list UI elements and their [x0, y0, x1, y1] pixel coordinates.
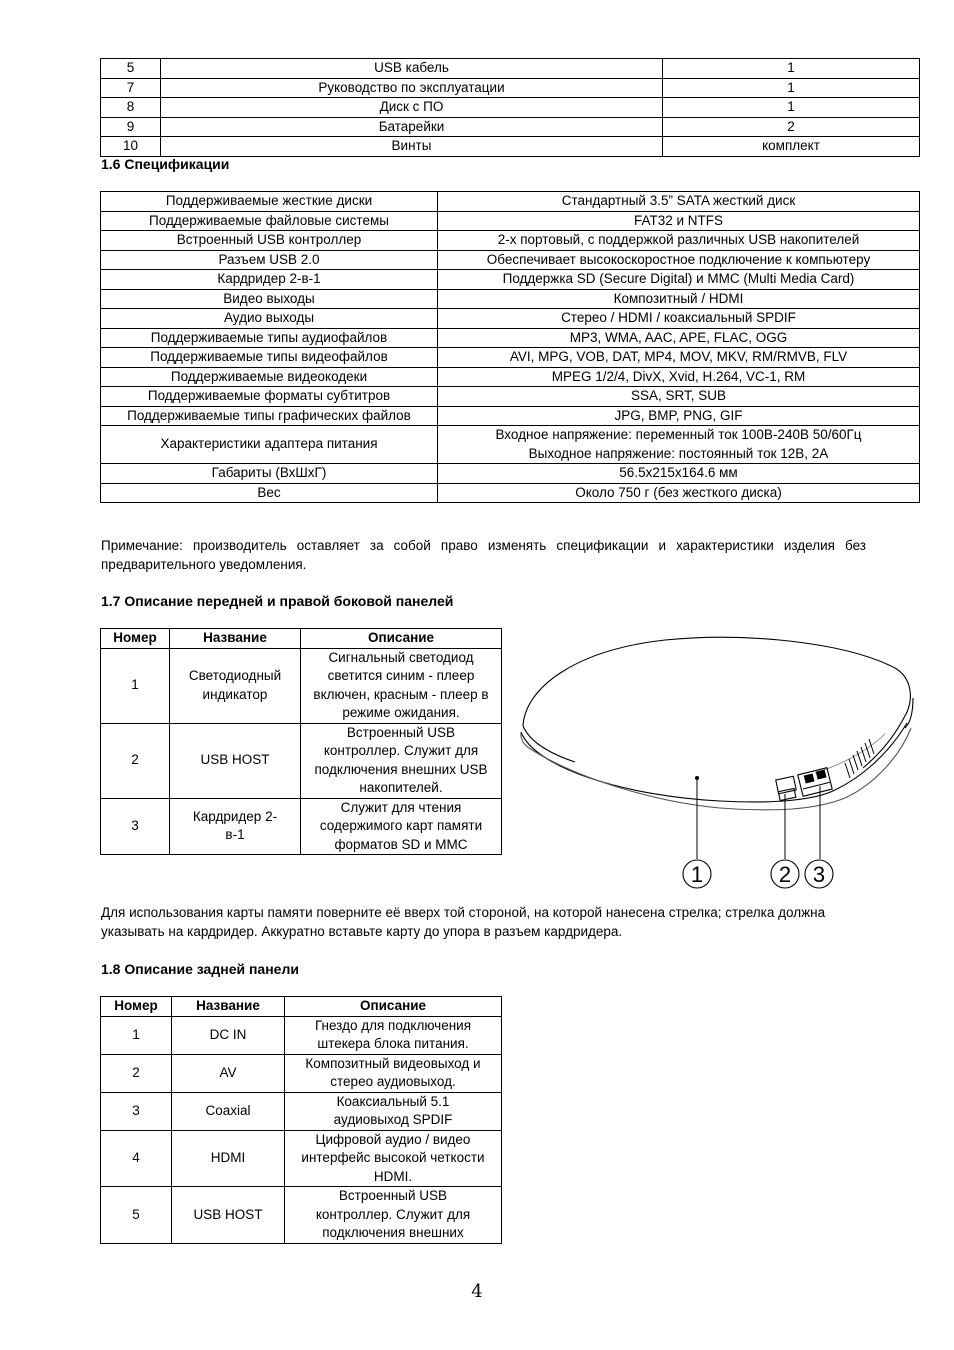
ports — [776, 768, 832, 801]
front-panel-table — [100, 628, 502, 855]
table-row: Вес Около 750 г (без жесткого диска) — [101, 483, 920, 503]
card-instructions: Для использования карты памяти поверните её вверх той стороной, на которой нанесена стрелка; стрелка должна указывать на кардридер. Аккуратно вставьте карту до упора в разъем кардридера. — [101, 905, 826, 939]
rear-panel-heading: 1.8 Описание задней панели — [101, 961, 299, 977]
svg-text:3: 3 — [812, 862, 826, 887]
table-row: Кардридер 2-в-1 Поддержка SD (Secure Digital) и MMC (Multi Media Card) — [101, 270, 920, 290]
spec-note: Примечание: производитель оставляет за собой право изменять спецификации и характеристики изделия без предварительного уведомления. — [101, 538, 866, 572]
svg-text:1: 1 — [690, 862, 704, 887]
player-body — [521, 637, 913, 810]
table-row: 4 HDMI Цифровой аудио / видео интерфейс высокой четкости HDMI. — [101, 1130, 502, 1187]
table-header-row: Номер Название Описание — [101, 997, 502, 1017]
table-row: 2 USB HOST Встроенный USB контроллер. Служит для подключения внешних USB накопителей. — [101, 723, 502, 798]
table-header-row: Номер Название Описание — [101, 629, 502, 649]
table-row: Поддерживаемые файловые системы FAT32 и NTFS — [101, 211, 920, 231]
page-number: 4 — [471, 1281, 483, 1302]
led-indicator — [695, 776, 699, 780]
table-row: Видео выходы Композитный / HDMI — [101, 289, 920, 309]
callout-1 — [683, 860, 711, 888]
table-row: 3 Coaxial Коаксиальный 5.1 аудиовыход SPDIF — [101, 1092, 502, 1130]
table-row: 1 Светодиодный индикатор Сигнальный светодиод светится синим - плеер включен, красным - плеер в режиме ожидания. — [101, 648, 502, 723]
table-row: 10 Винты комплект — [101, 137, 920, 157]
table-row: Поддерживаемые видеокодеки MPEG 1/2/4, DivX, Xvid, H.264, VC-1, RM — [101, 367, 920, 387]
table-row: Аудио выходы Стерео / HDMI / коаксиальный SPDIF — [101, 309, 920, 329]
table-row: Встроенный USB контроллер 2-х портовый, с поддержкой различных USB накопителей — [101, 231, 920, 251]
table-row: 7 Руководство по эксплуатации 1 — [101, 78, 920, 98]
table-row: Поддерживаемые типы видеофайлов AVI, MPG, VOB, DAT, MP4, MOV, MKV, RM/RMVB, FLV — [101, 348, 920, 368]
rear-panel-table — [100, 996, 502, 1244]
svg-text:2: 2 — [778, 862, 792, 887]
callout-3 — [805, 860, 833, 888]
table-row: 2 AV Композитный видеовыход и стерео аудиовыход. — [101, 1054, 502, 1092]
table-row: 1 DC IN Гнездо для подключения штекера блока питания. — [101, 1016, 502, 1054]
package-table — [100, 58, 920, 157]
table-row: 9 Батарейки 2 — [101, 117, 920, 137]
table-row: Габариты (ВхШхГ) 56.5x215x164.6 мм — [101, 464, 920, 484]
table-row: 8 Диск с ПО 1 — [101, 98, 920, 118]
table-row: 5 USB кабель 1 — [101, 59, 920, 79]
callout-2 — [771, 860, 799, 888]
table-row: Разъем USB 2.0 Обеспечивает высокоскоростное подключение к компьютеру — [101, 250, 920, 270]
spec-heading: 1.6 Спецификации — [101, 156, 230, 172]
front-panel-heading: 1.7 Описание передней и правой боковой панелей — [101, 593, 454, 609]
table-row: 3 Кардридер 2-в-1 Служит для чтения содержимого карт памяти форматов SD и MMC — [101, 798, 502, 855]
table-row: Поддерживаемые типы аудиофайлов MP3, WMA, AAC, APE, FLAC, OGG — [101, 328, 920, 348]
table-row: Поддерживаемые жесткие диски Стандартный 3.5” SATA жесткий диск — [101, 192, 920, 212]
table-row: Характеристики адаптера питания Входное напряжение: переменный ток 100В-240В 50/60Гц Выходное напряжение: постоянный ток 12В, 2А — [101, 426, 920, 464]
table-row: 5 USB HOST Встроенный USB контроллер. Служит для подключения внешних — [101, 1187, 502, 1244]
spec-table — [100, 191, 920, 503]
device-illustration — [515, 628, 920, 893]
table-row: Поддерживаемые форматы субтитров SSA, SRT, SUB — [101, 387, 920, 407]
table-row: Поддерживаемые типы графических файлов JPG, BMP, PNG, GIF — [101, 406, 920, 426]
